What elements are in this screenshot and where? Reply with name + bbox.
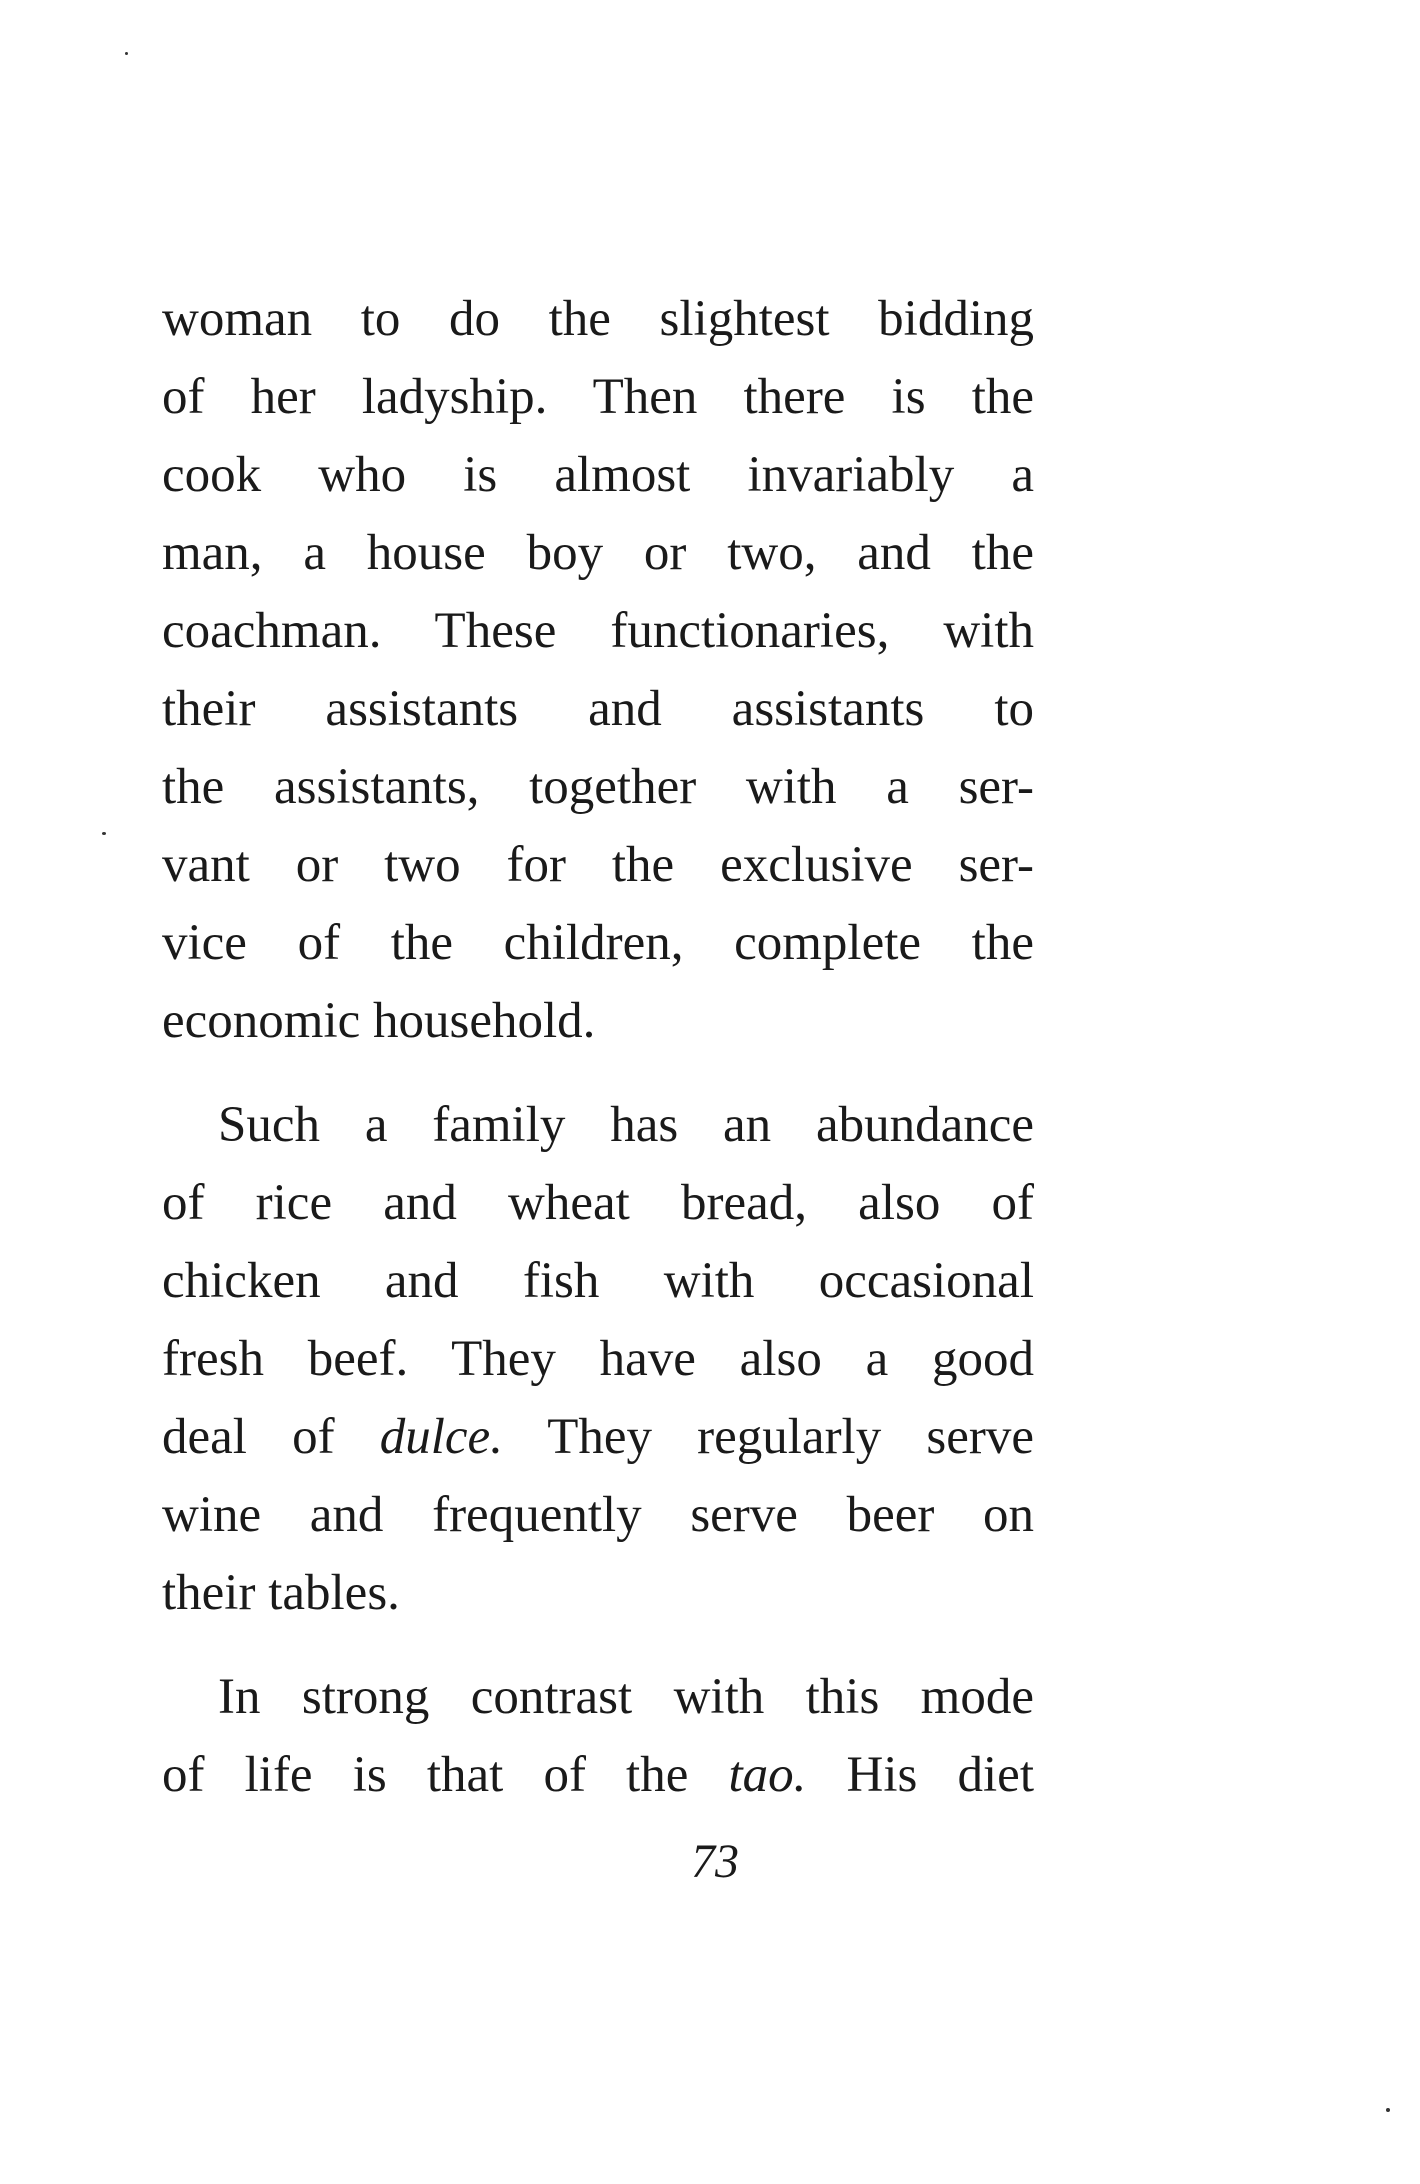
text-line xyxy=(162,670,1034,748)
text-run: fresh beef. They have also a good xyxy=(162,1331,1034,1387)
text-run: chicken and fish with occasional xyxy=(162,1253,1034,1309)
text-line xyxy=(162,1554,1034,1632)
paragraph-gap xyxy=(162,1060,1034,1086)
text-line xyxy=(162,826,1034,904)
text-line xyxy=(162,514,1034,592)
text-run: of her ladyship. Then there is the xyxy=(162,369,1034,425)
text-run: Such a family has an abundance xyxy=(218,1097,1034,1153)
text-line xyxy=(162,592,1034,670)
text-line xyxy=(162,1476,1034,1554)
text-line xyxy=(162,1242,1034,1320)
text-run: They regularly serve xyxy=(502,1409,1034,1465)
text-run: coachman. These functionaries, with xyxy=(162,603,1034,659)
text-run: vice of the children, complete the xyxy=(162,915,1034,971)
text-line xyxy=(162,1658,1034,1736)
text-line xyxy=(162,982,1034,1060)
text-line xyxy=(162,1320,1034,1398)
text-run: of life is that of the xyxy=(162,1747,729,1803)
text-run: the assistants, together with a ser- xyxy=(162,759,1034,815)
text-run: deal of xyxy=(162,1409,380,1465)
text-line xyxy=(162,748,1034,826)
text-run: cook who is almost invariably a xyxy=(162,447,1034,503)
text-run: wine and frequently serve beer on xyxy=(162,1487,1034,1543)
text-run: of rice and wheat bread, also of xyxy=(162,1175,1034,1231)
text-run: In strong contrast with this mode xyxy=(218,1669,1034,1725)
italic-run: dulce. xyxy=(379,1409,503,1465)
text-line xyxy=(162,1164,1034,1242)
text-line xyxy=(162,904,1034,982)
text-run: man, a house boy or two, and the xyxy=(162,525,1034,581)
text-line xyxy=(162,1736,1034,1814)
paragraph xyxy=(162,1086,1034,1632)
page-number: 73 xyxy=(691,1835,739,1888)
scan-speck xyxy=(125,52,128,55)
body-text xyxy=(162,280,1034,1814)
paragraph xyxy=(162,1658,1034,1814)
text-run: economic household. xyxy=(162,993,596,1049)
text-run: woman to do the slightest bidding xyxy=(162,291,1034,347)
text-run: vant or two for the exclusive ser- xyxy=(162,837,1034,893)
text-run: their assistants and assistants to xyxy=(162,681,1034,737)
text-line xyxy=(162,1398,1034,1476)
paragraph-gap xyxy=(162,1632,1034,1658)
text-line xyxy=(162,436,1034,514)
text-line xyxy=(162,280,1034,358)
text-line xyxy=(162,358,1034,436)
scan-speck xyxy=(1386,2108,1390,2112)
italic-run: tao. xyxy=(728,1747,807,1803)
paragraph xyxy=(162,280,1034,1060)
text-run: their tables. xyxy=(162,1565,400,1621)
text-run: His diet xyxy=(806,1747,1034,1803)
scan-speck xyxy=(102,832,106,835)
text-line xyxy=(162,1086,1034,1164)
